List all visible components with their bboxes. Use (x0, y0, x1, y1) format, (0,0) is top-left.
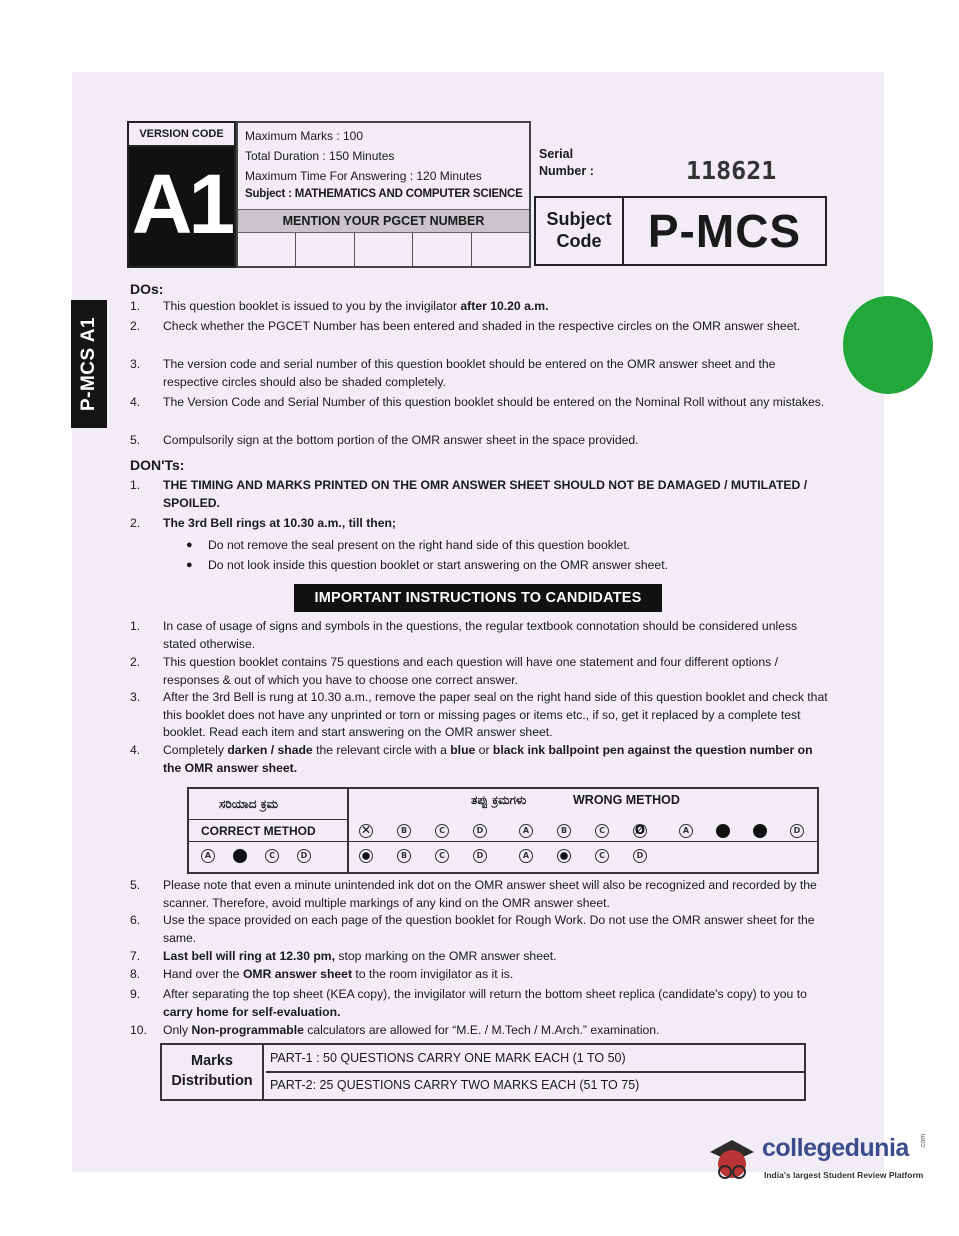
item-text: The version code and serial number of this question booklet should be entered on the OMR answer sheet and the respective circles should also be shaded completely. (163, 357, 776, 389)
subject-code-label (536, 198, 624, 264)
item-number: 5. (130, 433, 141, 447)
item-number: 7. (130, 949, 141, 963)
omr-bubble (716, 824, 730, 838)
max-marks: Maximum Marks : 100 (245, 129, 364, 143)
omr-bubble: D (790, 824, 804, 838)
item-number: 2. (130, 516, 141, 530)
pgcet-digit-box (355, 233, 413, 266)
item-text: In case of usage of signs and symbols in the questions, the regular textbook connotation should be considered unless stated otherwise. (163, 619, 798, 651)
omr-bubble: C (265, 849, 279, 863)
item-number: 8. (130, 967, 141, 981)
item-number: 10. (130, 1023, 147, 1037)
divider (347, 789, 349, 872)
item-number: 4. (130, 743, 141, 757)
logo-tagline: India's largest Student Review Platform (764, 1170, 924, 1180)
omr-bubble: C (435, 824, 449, 838)
omr-bubble (557, 849, 571, 863)
omr-bubble: C (435, 849, 449, 863)
serial-number-label (539, 146, 594, 180)
omr-bubble: B (557, 824, 571, 838)
item-text: This question booklet contains 75 questions and each question will have one statement and four different options / responses & out of which you have to choose one correct answer. (163, 655, 778, 687)
item-text: The 3rd Bell rings at 10.30 a.m., till then; (163, 516, 396, 530)
donts-bullet (188, 557, 668, 574)
marks-distribution-label (162, 1045, 264, 1099)
subject-code-label-line-1: Subject (546, 209, 612, 229)
logo-suffix: .com (920, 1133, 928, 1150)
subject-code-label-line-2: Code (556, 231, 602, 251)
side-tab (71, 300, 107, 428)
marks-distribution-table (160, 1043, 806, 1101)
wrong-method-label: WRONG METHOD (573, 793, 680, 807)
item-number: 5. (130, 878, 141, 892)
pgcet-digit-box (296, 233, 354, 266)
item-number: 2. (130, 319, 141, 333)
correct-method-label: CORRECT METHOD (201, 824, 316, 838)
subject-code: P-MCS (647, 205, 802, 257)
donts-heading: DON'Ts: (130, 457, 185, 473)
total-duration: Total Duration : 150 Minutes (245, 149, 395, 163)
donts-bullet (188, 537, 630, 554)
marks-part-2: PART-2: 25 QUESTIONS CARRY TWO MARKS EACH (51 TO 75) (270, 1078, 640, 1092)
side-tab-label: P-MCS A1 (78, 316, 99, 412)
omr-bubble: D (633, 849, 647, 863)
omr-bubble: B (397, 849, 411, 863)
serial-number: 118621 (686, 156, 777, 185)
item-number: 1. (130, 619, 141, 633)
serial-label-line-2: Number : (539, 164, 594, 178)
item-number: 9. (130, 987, 141, 1001)
item-text: Completely darken / shade the relevant circle with a blue or black ink ballpoint pen against the question number on the OMR answer sheet. (163, 743, 813, 775)
logo-name: collegedunia (762, 1134, 909, 1162)
marks-label-line-2: Distribution (171, 1073, 253, 1089)
item-number: 1. (130, 478, 141, 492)
omr-bubble: A (201, 849, 215, 863)
version-code: A1 (129, 147, 234, 266)
omr-bubble: D (473, 824, 487, 838)
max-time: Maximum Time For Answering : 120 Minutes (245, 169, 482, 183)
divider (189, 841, 817, 842)
pgcet-digit-box (238, 233, 296, 266)
pgcet-digit-box (472, 233, 529, 266)
item-text: Check whether the PGCET Number has been entered and shaded in the respective circles on the OMR answer sheet. (163, 319, 801, 333)
subject: Subject : MATHEMATICS AND COMPUTER SCIENCE (245, 188, 523, 200)
marks-label-line-1: Marks (191, 1053, 233, 1069)
omr-bubble (233, 849, 247, 863)
version-code-label: VERSION CODE (129, 123, 234, 147)
marks-part-1: PART-1 : 50 QUESTIONS CARRY ONE MARK EACH (1 TO 50) (266, 1045, 804, 1073)
item-number: 4. (130, 395, 141, 409)
omr-bubble: ✕ (360, 823, 372, 837)
kannada-wrong-label: ತಪ್ಪು ಕ್ರಮಗಳು (471, 793, 527, 807)
serial-label-line-1: Serial (539, 147, 574, 161)
version-code-box (127, 121, 236, 268)
exam-info-box (236, 121, 531, 268)
pgcet-number-label: MENTION YOUR PGCET NUMBER (238, 209, 529, 233)
mascot-icon (700, 1132, 760, 1192)
item-number: 3. (130, 690, 141, 704)
omr-bubble: B (397, 824, 411, 838)
omr-bubble: C (595, 824, 609, 838)
omr-bubble (359, 849, 373, 863)
subject-code-box (534, 196, 827, 266)
item-text: After separating the top sheet (KEA copy), the invigilator will return the bottom sheet replica (candidate's copy) to you to carry home for self-evaluation. (163, 987, 807, 1019)
item-number: 2. (130, 655, 141, 669)
item-text: Compulsorily sign at the bottom portion of the OMR answer sheet in the space provided. (163, 433, 639, 447)
item-text: Only Non-programmable calculators are allowed for “M.E. / M.Tech / M.Arch.” examination. (163, 1023, 660, 1037)
omr-bubble: C (595, 849, 609, 863)
item-text: THE TIMING AND MARKS PRINTED ON THE OMR ANSWER SHEET SHOULD NOT BE DAMAGED / MUTILATED / SPOILED. (163, 478, 808, 510)
kannada-correct-label: ಸರಿಯಾದ ಕ್ರಮ (219, 797, 279, 811)
item-text: Last bell will ring at 12.30 pm, stop marking on the OMR answer sheet. (163, 949, 557, 963)
omr-bubble: A (519, 824, 533, 838)
item-number: 6. (130, 913, 141, 927)
item-text: The Version Code and Serial Number of this question booklet should be entered on the Nominal Roll without any mistakes. (163, 395, 825, 409)
bullet-text: Do not remove the seal present on the right hand side of this question booklet. (208, 538, 631, 552)
omr-bubble (753, 824, 767, 838)
omr-bubble: A (679, 824, 693, 838)
omr-bubble: D (297, 849, 311, 863)
dos-heading: DOs: (130, 281, 164, 297)
important-instructions-banner: IMPORTANT INSTRUCTIONS TO CANDIDATES (294, 584, 662, 612)
bullet-text: Do not look inside this question booklet or start answering on the OMR answer sheet. (208, 558, 668, 572)
omr-bubble: Ø (634, 823, 646, 837)
pgcet-number-boxes (238, 233, 529, 266)
omr-bubble: D (473, 849, 487, 863)
pgcet-digit-box (413, 233, 471, 266)
item-text: Use the space provided on each page of the question booklet for Rough Work. Do not use the OMR answer sheet for the same. (163, 913, 815, 945)
divider (189, 819, 347, 820)
green-marker (843, 296, 933, 394)
item-number: 3. (130, 357, 141, 371)
omr-bubble: A (519, 849, 533, 863)
item-text: Please note that even a minute unintended ink dot on the OMR answer sheet will also be recognized and recorded by the scanner. Therefore, avoid multiple markings of any kind on the OMR answer sheet. (163, 878, 817, 910)
collegedunia-logo (700, 1132, 928, 1192)
item-text: After the 3rd Bell is rung at 10.30 a.m., remove the paper seal on the right hand side of this question booklet and check that this booklet does not have any unprinted or torn or missing pages or items etc., if so, get it replaced by a complete test booklet. Read each item and start answering on the OMR answer sheet. (163, 690, 828, 739)
item-text: This question booklet is issued to you by the invigilator after 10.20 a.m. (163, 299, 549, 313)
item-text: Hand over the OMR answer sheet to the room invigilator as it is. (163, 967, 514, 981)
item-number: 1. (130, 299, 141, 313)
omr-method-table (187, 787, 819, 874)
